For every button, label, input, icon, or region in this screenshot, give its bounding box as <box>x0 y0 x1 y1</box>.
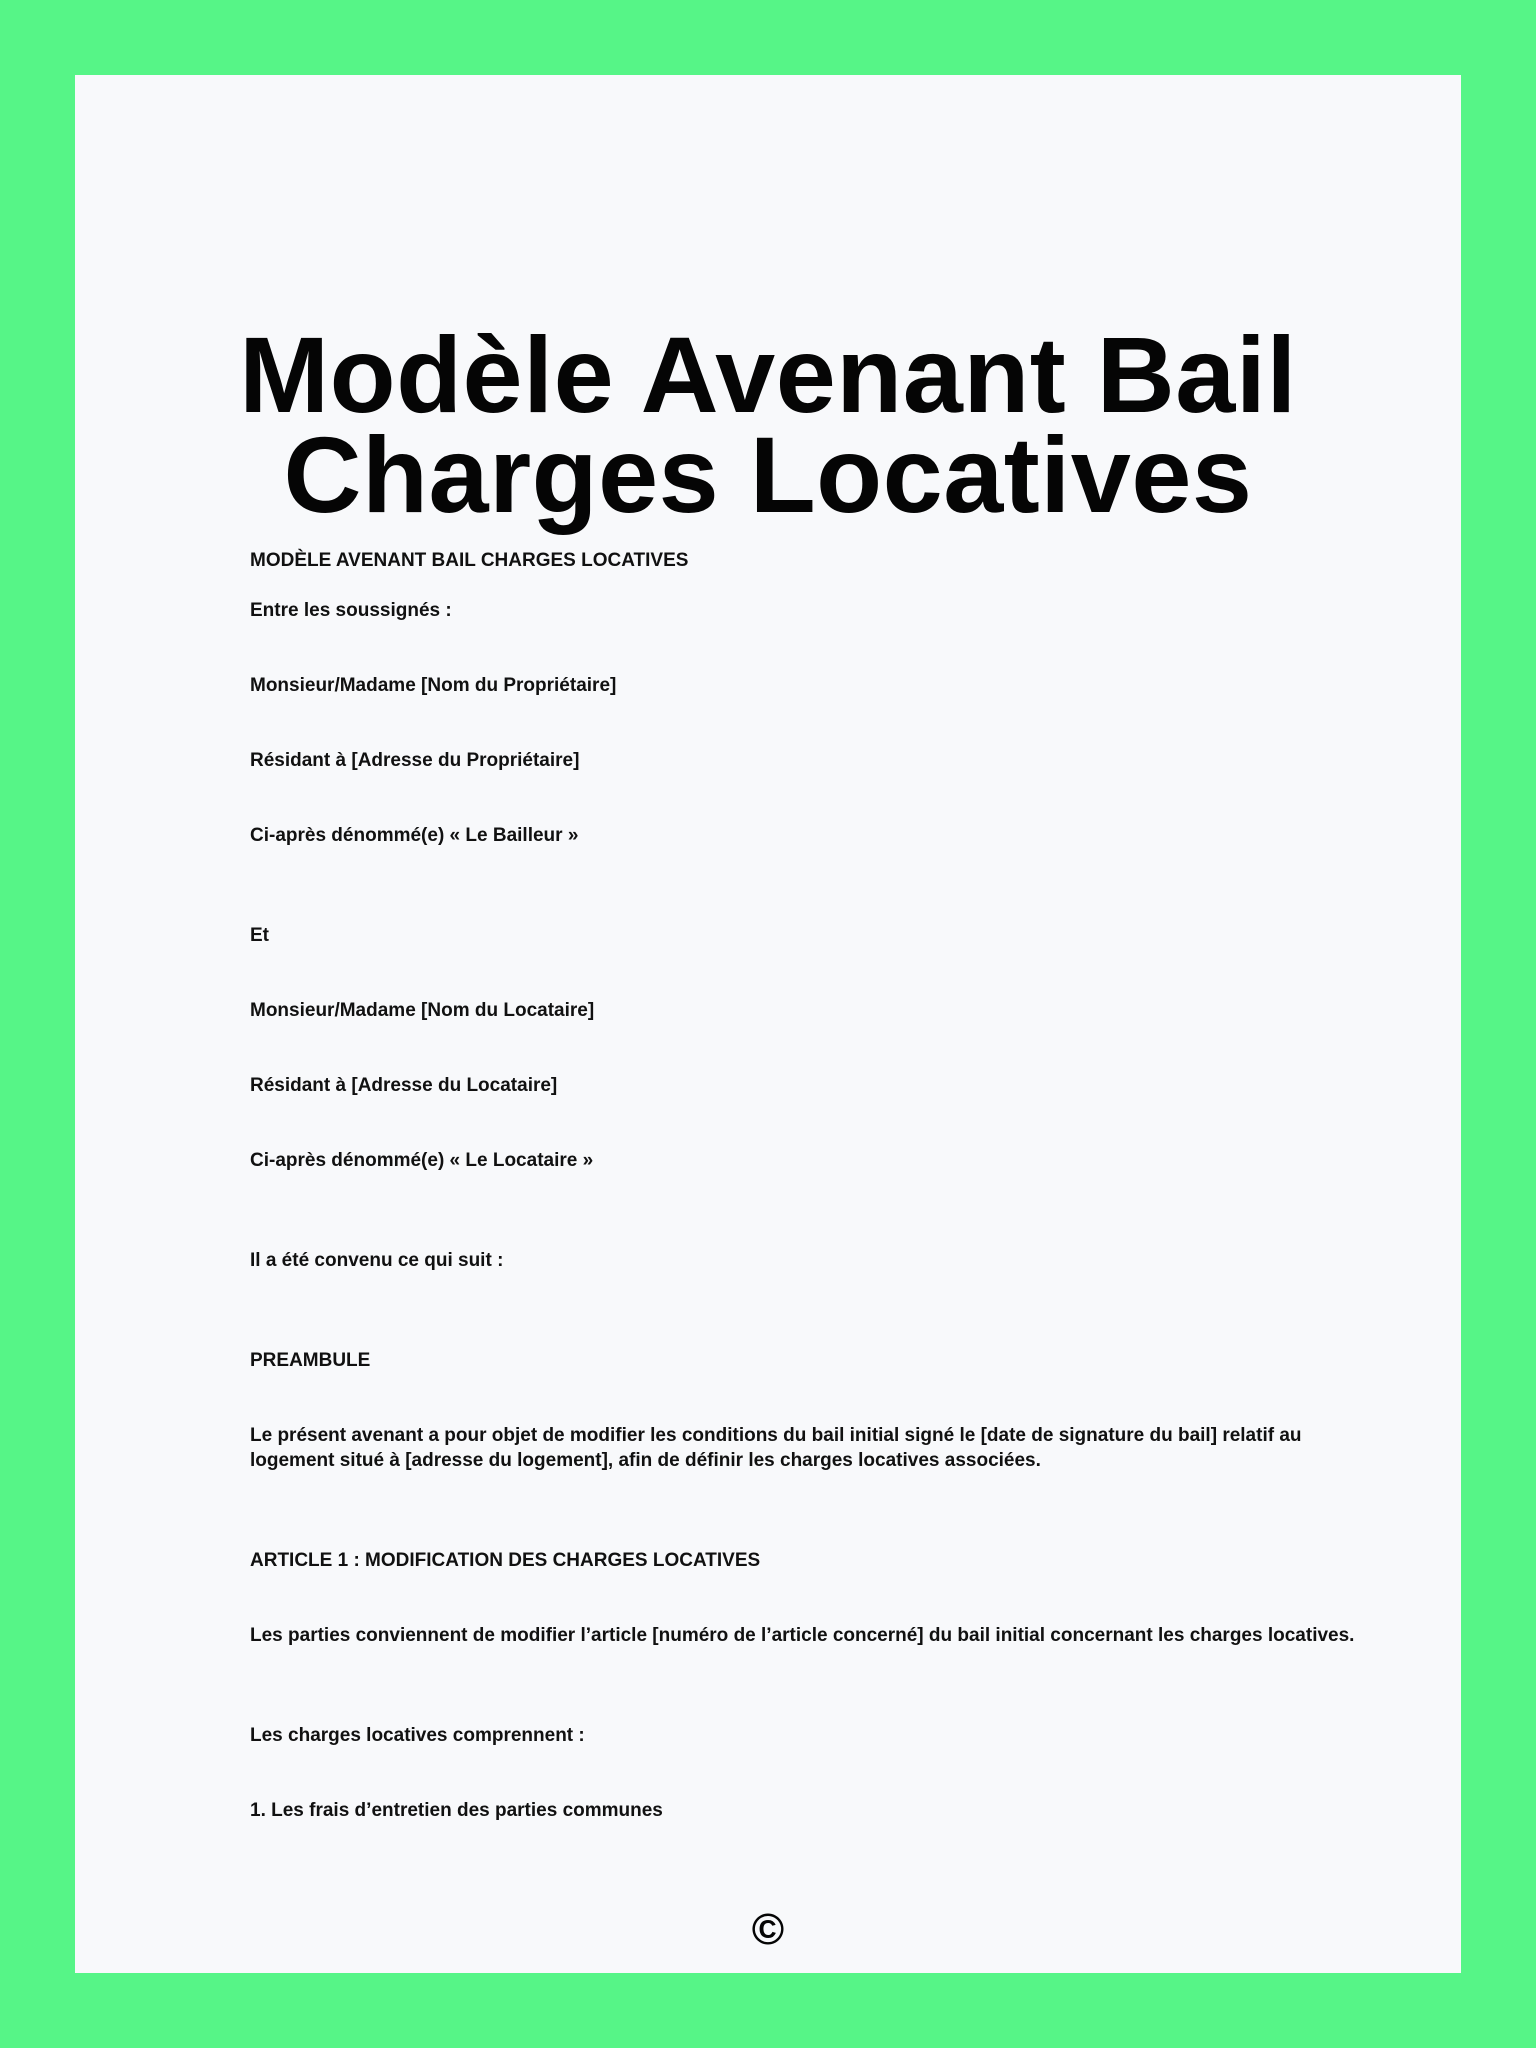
owner-designation: Ci-après dénommé(e) « Le Bailleur » <box>250 825 579 846</box>
owner-address: Résidant à [Adresse du Propriétaire] <box>250 750 580 771</box>
and-separator: Et <box>250 925 269 946</box>
title-line-1: Modèle Avenant Bail <box>239 314 1297 435</box>
tenant-designation: Ci-après dénommé(e) « Le Locataire » <box>250 1150 594 1171</box>
section-heading: MODÈLE AVENANT BAIL CHARGES LOCATIVES <box>250 550 689 571</box>
tenant-name: Monsieur/Madame [Nom du Locataire] <box>250 1000 595 1021</box>
charges-intro: Les charges locatives comprennent : <box>250 1725 585 1746</box>
preamble-heading: PREAMBULE <box>250 1350 371 1371</box>
preamble-paragraph: Le présent avenant a pour objet de modifier les conditions du bail initial signé le [date de signature du bail] relatif au logement situé à [adresse du logement], afin de définir les charges locatives associées. <box>250 1425 1302 1471</box>
parties-intro: Entre les soussignés : <box>250 600 452 621</box>
article-1-heading: ARTICLE 1 : MODIFICATION DES CHARGES LOCATIVES <box>250 1550 761 1571</box>
copyright-icon: © <box>751 1905 785 1954</box>
document-page <box>75 75 1461 1973</box>
tenant-address: Résidant à [Adresse du Locataire] <box>250 1075 558 1096</box>
article-1-paragraph: Les parties conviennent de modifier l’article [numéro de l’article concerné] du bail initial concernant les charges locatives. <box>250 1625 1355 1646</box>
charge-item-1: 1. Les frais d’entretien des parties communes <box>250 1800 663 1821</box>
title-line-2: Charges Locatives <box>283 414 1253 535</box>
document-title <box>75 314 1461 535</box>
agreement-statement: Il a été convenu ce qui suit : <box>250 1250 504 1271</box>
owner-name: Monsieur/Madame [Nom du Propriétaire] <box>250 675 617 696</box>
